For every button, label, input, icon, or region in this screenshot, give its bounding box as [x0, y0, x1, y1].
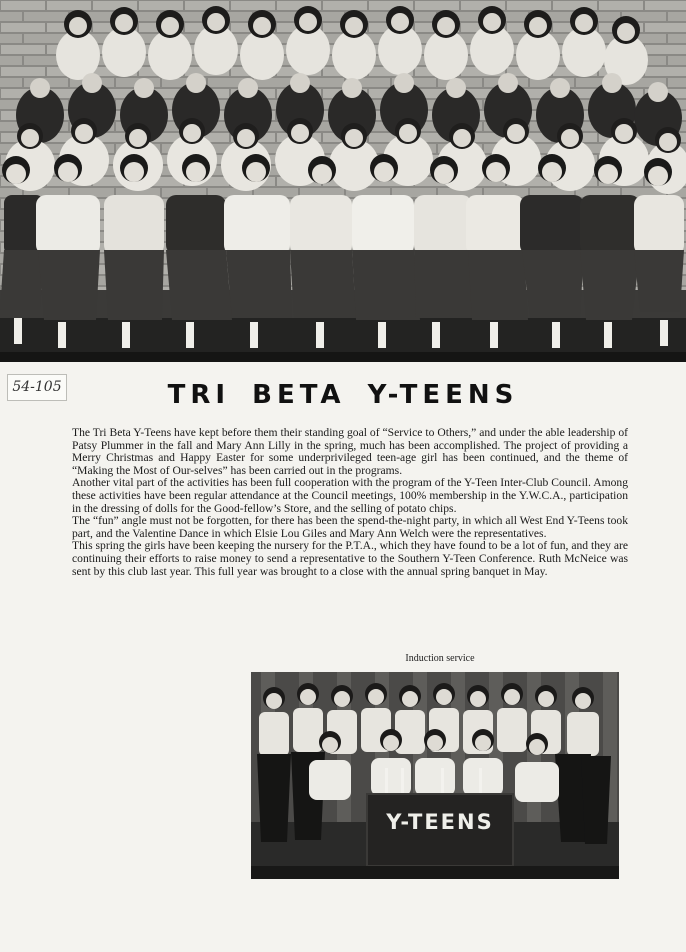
- banner-text: Y-TEENS: [386, 810, 494, 834]
- page-title: TRI BETA Y-TEENS: [167, 380, 519, 410]
- group-photo: [0, 0, 686, 362]
- group-photo-graphic: [0, 0, 686, 362]
- paragraph-4: This spring the girls have been keeping the nursery for the P.T.A., which they have found to be a lot of fun, and they are continuing their efforts to raise money to send a representative to the Southern Y-Teen Conference. Ruth McNeice was sent by this club last year. This full year was brought to a close with the annual spring banquet in May.: [72, 539, 628, 578]
- page-number-label: 54-105: [7, 374, 67, 401]
- induction-photo-graphic: [251, 672, 619, 879]
- paragraph-2: Another vital part of the activities has been full cooperation with the program of the Y-Teen Inter-Club Council. Among these activities have been regular attendance at the Council meetings, 100% membership in the Y.W.C.A., participation in the dressing of dolls for the Good-fellow’s Store, and the selling of potato chips.: [72, 476, 628, 515]
- photo-caption: Induction service: [405, 653, 475, 664]
- paragraph-3: The “fun” angle must not be forgotten, for there has been the spend-the-night party, in which all West End Y-Teens took part, and the Valentine Dance in which Elsie Lou Giles and Mary Ann Welch were the representatives.: [72, 514, 628, 540]
- induction-photo: [251, 672, 619, 879]
- paragraph-1: The Tri Beta Y-Teens have kept before them their standing goal of “Service to Others,” and under the able leadership of Patsy Plummer in the fall and Mary Ann Lilly in the spring, much has been accomplished. The project of providing a Merry Christmas and Happy Easter for some underprivileged teen-age girl has been continued, and the theme of “Making the Most of Our-selves” has been carried out in the programs.: [72, 426, 628, 477]
- article-body: [72, 427, 628, 578]
